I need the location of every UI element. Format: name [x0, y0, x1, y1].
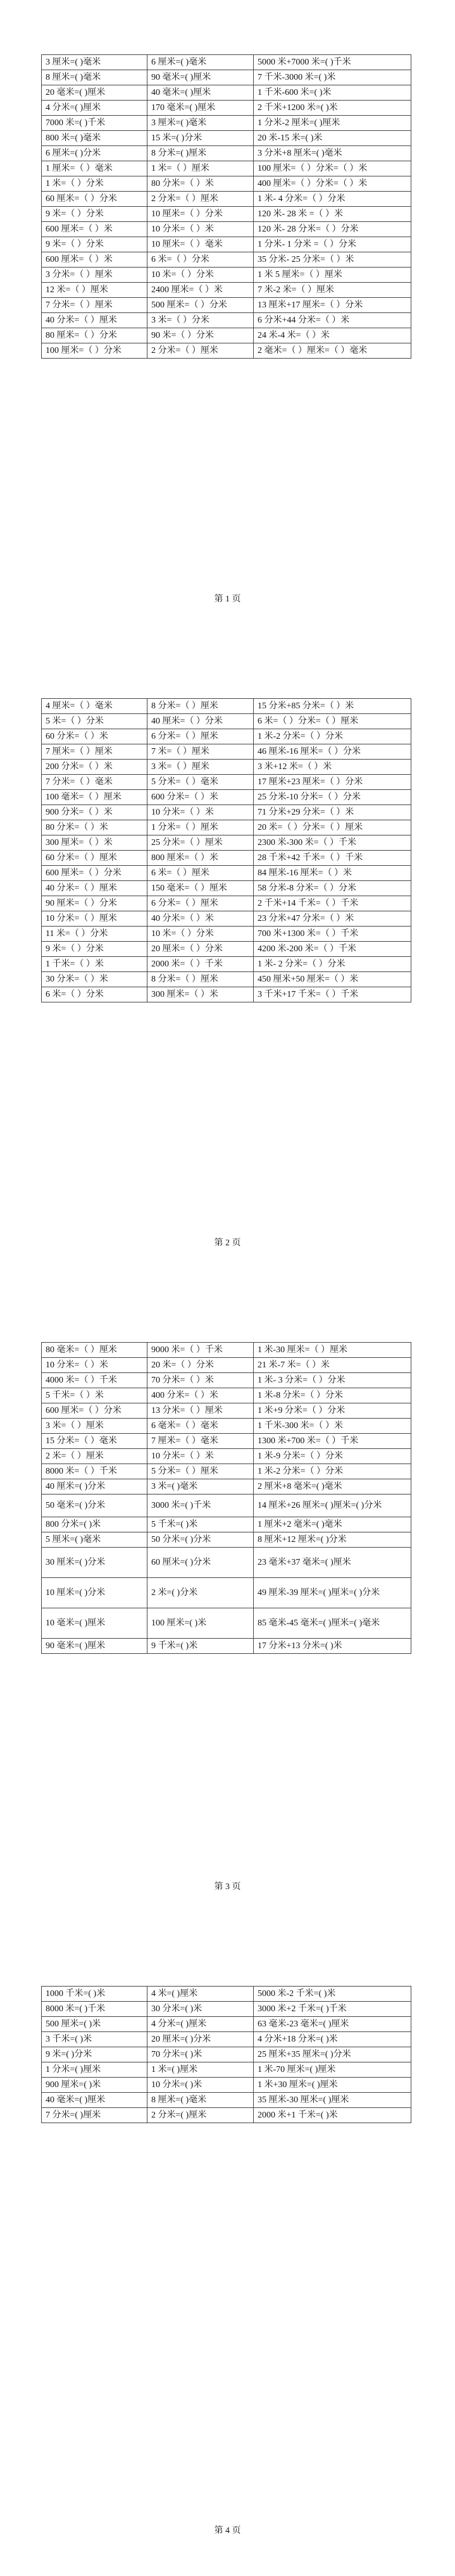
problem-cell: 3 米=（ ）厘米: [147, 760, 254, 775]
page-2: [0, 644, 455, 1288]
problem-cell: 3000 米=( )千米: [147, 1494, 254, 1517]
table-row: [42, 101, 411, 116]
table-row: [42, 146, 411, 161]
problem-cell: 120 米- 28 米 =（ ）米: [254, 207, 411, 222]
problem-cell: 7 厘米=（ ）厘米: [42, 744, 147, 760]
problem-cell: 8 分米=( )厘米: [147, 146, 254, 161]
problem-cell: 21 米-7 米=（ ）米: [254, 1358, 411, 1373]
table-row: [42, 328, 411, 343]
table-row: [42, 744, 411, 760]
problem-cell: 7 分米=（ ）厘米: [42, 298, 147, 313]
problem-cell: 2000 米+1 千米=( )米: [254, 2108, 411, 2123]
page-1: [0, 0, 455, 644]
problem-cell: 60 分米=（ ）厘米: [42, 851, 147, 866]
problem-cell: 10 米=（ ）分米: [147, 927, 254, 942]
problem-cell: 100 厘米=（ ）分米: [42, 343, 147, 359]
table-row: [42, 881, 411, 896]
problem-cell: 500 厘米=（ ）分米: [147, 298, 254, 313]
problem-cell: 900 分米=（ ）米: [42, 805, 147, 820]
problem-cell: 1 千米-300 米=（ ）米: [254, 1419, 411, 1434]
problem-cell: 1 厘米+2 毫米=( )毫米: [254, 1517, 411, 1532]
problem-cell: 90 米=（ ）分米: [147, 328, 254, 343]
table-row: [42, 1494, 411, 1517]
problem-cell: 1 米-2 分米=（ ）分米: [254, 729, 411, 744]
problem-cell: 3 米+12 米=（ ）米: [254, 760, 411, 775]
problem-cell: 15 分米=（ ）毫米: [42, 1434, 147, 1449]
problem-cell: 2000 米=（ ）千米: [147, 957, 254, 972]
problem-cell: 13 厘米+17 厘米=（ ）分米: [254, 298, 411, 313]
problem-cell: 10 分米=（ ）厘米: [42, 911, 147, 927]
problem-cell: 4000 米=（ ）千米: [42, 1373, 147, 1388]
table-row: [42, 957, 411, 972]
problem-cell: 400 分米=（ ）米: [147, 1388, 254, 1403]
table-row: [42, 927, 411, 942]
problem-cell: 4 分米=( )厘米: [147, 2017, 254, 2032]
problem-cell: 600 厘米=（ ）分米: [42, 866, 147, 881]
problem-cell: 8000 米=( )千米: [42, 2002, 147, 2017]
table-row: [42, 207, 411, 222]
problem-cell: 1 千米=（ ）米: [42, 957, 147, 972]
problem-cell: 3 米=（ ）分米: [147, 313, 254, 328]
problem-cell: 14 厘米+26 厘米=( )厘米=( )分米: [254, 1494, 411, 1517]
problem-cell: 7 千米-3000 米=( )米: [254, 70, 411, 85]
problem-cell: 1 米-30 厘米=（ ）厘米: [254, 1343, 411, 1358]
table-row: [42, 911, 411, 927]
table-row: [42, 1532, 411, 1548]
table-row: [42, 2002, 411, 2017]
problem-cell: 1 米=（ ）分米: [42, 176, 147, 192]
problem-cell: 2 分米=（ ）厘米: [147, 192, 254, 207]
problem-cell: 9 米=（ ）分米: [42, 237, 147, 252]
problem-cell: 30 分米=( )米: [147, 2002, 254, 2017]
problem-cell: 5 分米=（ ）厘米: [147, 1464, 254, 1479]
problem-cell: 2 厘米+8 毫米=( )毫米: [254, 1479, 411, 1494]
problem-cell: 5000 米-2 千米=( )米: [254, 1987, 411, 2002]
problem-cell: 10 厘米=（ ）分米: [147, 207, 254, 222]
problem-cell: 4 米=( )厘米: [147, 1987, 254, 2002]
problem-cell: 600 厘米=（ ）米: [42, 222, 147, 237]
problem-cell: 2 千米+1200 米=( )米: [254, 101, 411, 116]
problem-cell: 8000 米=（ ）千米: [42, 1464, 147, 1479]
problem-cell: 500 厘米=( )米: [42, 2017, 147, 2032]
table-row: [42, 85, 411, 101]
table-row: [42, 1373, 411, 1388]
table-row: [42, 1548, 411, 1578]
problem-cell: 15 米=( )分米: [147, 131, 254, 146]
table-row: [42, 2078, 411, 2093]
problem-cell: 10 分米=（ ）米: [147, 222, 254, 237]
problem-cell: 1 米-9 分米=（ ）分米: [254, 1449, 411, 1464]
problem-cell: 5 千米=( )米: [147, 1517, 254, 1532]
page-footer: 第 4 页: [214, 2526, 241, 2536]
problem-cell: 120 米- 28 分米=（ ）分米: [254, 222, 411, 237]
problem-cell: 2 米=（ ）厘米: [42, 1449, 147, 1464]
problem-cell: 25 分米-10 分米=（ ）分米: [254, 790, 411, 805]
problem-cell: 700 米+1300 米=（ ）千米: [254, 927, 411, 942]
table-row: [42, 283, 411, 298]
table-row: [42, 1578, 411, 1608]
table-row: [42, 1419, 411, 1434]
table-row: [42, 790, 411, 805]
problem-cell: 13 分米=（ ）厘米: [147, 1403, 254, 1419]
problem-cell: 12 米=（ ）厘米: [42, 283, 147, 298]
problem-cell: 80 分米=（ ）米: [147, 176, 254, 192]
problem-cell: 46 厘米-16 厘米=（ ）分米: [254, 744, 411, 760]
problem-cell: 8 厘米+12 厘米=( )分米: [254, 1532, 411, 1548]
problem-cell: 90 毫米=( )厘米: [42, 1639, 147, 1654]
problem-cell: 1 分米-2 厘米=( )厘米: [254, 116, 411, 131]
problem-cell: 10 米=（ ）分米: [147, 268, 254, 283]
problem-cell: 1 分米=（ ）厘米: [147, 820, 254, 835]
problem-cell: 2300 米-300 米=（ ）千米: [254, 835, 411, 851]
problem-cell: 40 毫米=( )厘米: [42, 2093, 147, 2108]
problem-cell: 6 分米=（ ）厘米: [147, 896, 254, 911]
problem-cell: 900 厘米=( )米: [42, 2078, 147, 2093]
problem-cell: 3 千米+17 千米=（ ）千米: [254, 987, 411, 1002]
table-row: [42, 192, 411, 207]
problem-cell: 6 厘米=( )分米: [42, 146, 147, 161]
problem-cell: 8 厘米=( )毫米: [147, 2093, 254, 2108]
problem-cell: 300 厘米=（ ）米: [42, 835, 147, 851]
problem-cell: 5 厘米=( )毫米: [42, 1532, 147, 1548]
problem-cell: 9 米=( )分米: [42, 2047, 147, 2062]
problem-cell: 300 厘米=（ ）米: [147, 987, 254, 1002]
problem-cell: 5 分米=（ ）毫米: [147, 775, 254, 790]
problem-cell: 80 厘米=（ ）分米: [42, 328, 147, 343]
table-row: [42, 987, 411, 1002]
table-row: [42, 714, 411, 729]
problem-cell: 10 分米=( )米: [147, 2078, 254, 2093]
problem-cell: 1 米- 4 分米=（ ）分米: [254, 192, 411, 207]
page-footer: 第 1 页: [214, 595, 241, 604]
table-row: [42, 55, 411, 70]
table-row: [42, 729, 411, 744]
table-row: [42, 1517, 411, 1532]
worksheet-table: [41, 1342, 411, 1654]
problem-cell: 10 分米=（ ）米: [42, 1358, 147, 1373]
problem-cell: 10 分米=（ ）米: [147, 805, 254, 820]
problem-cell: 90 毫米=( )厘米: [147, 70, 254, 85]
problem-cell: 3 厘米=( )毫米: [147, 116, 254, 131]
problem-cell: 40 厘米=（ ）分米: [147, 714, 254, 729]
problem-cell: 3 米=（ ）厘米: [42, 1419, 147, 1434]
problem-cell: 63 毫米-23 毫米=( )厘米: [254, 2017, 411, 2032]
problem-cell: 23 毫米+37 毫米=( )厘米: [254, 1548, 411, 1578]
page-footer: 第 3 页: [214, 1882, 241, 1892]
page-4: [0, 1932, 455, 2576]
problem-cell: 6 厘米=( )毫米: [147, 55, 254, 70]
table-row: [42, 1479, 411, 1494]
problem-cell: 49 厘米-39 厘米=( )厘米=( )分米: [254, 1578, 411, 1608]
problem-cell: 3 厘米=( )毫米: [42, 55, 147, 70]
problem-cell: 35 厘米-30 厘米=( )厘米: [254, 2093, 411, 2108]
problem-cell: 1 米-2 分米=（ ）分米: [254, 1464, 411, 1479]
problem-cell: 40 分米=（ ）厘米: [42, 313, 147, 328]
table-row: [42, 2093, 411, 2108]
table-row: [42, 942, 411, 957]
problem-cell: 600 厘米=（ ）分米: [42, 1403, 147, 1419]
table-row: [42, 866, 411, 881]
problem-cell: 5 千米=（ ）米: [42, 1388, 147, 1403]
table-row: [42, 176, 411, 192]
table-row: [42, 343, 411, 359]
problem-cell: 600 厘米=（ ）米: [42, 252, 147, 268]
problem-cell: 40 分米=（ ）米: [147, 911, 254, 927]
problem-cell: 7 米=（ ）厘米: [147, 744, 254, 760]
problem-cell: 58 分米-8 分米=（ ）分米: [254, 881, 411, 896]
table-row: [42, 1608, 411, 1639]
table-row: [42, 298, 411, 313]
problem-cell: 10 厘米=（ ）毫米: [147, 237, 254, 252]
problem-cell: 24 米-4 米=（ ）米: [254, 328, 411, 343]
table-row: [42, 70, 411, 85]
problem-cell: 200 分米=（ ）米: [42, 760, 147, 775]
problem-cell: 3 米=( )毫米: [147, 1479, 254, 1494]
problem-cell: 30 厘米=( )分米: [42, 1548, 147, 1578]
problem-cell: 20 厘米=（ ）分米: [147, 942, 254, 957]
problem-cell: 6 米=（ ）分米=（ ）厘米: [254, 714, 411, 729]
table-row: [42, 222, 411, 237]
problem-cell: 7 分米=（ ）毫米: [42, 775, 147, 790]
problem-cell: 80 分米=（ ）米: [42, 820, 147, 835]
problem-cell: 1 米+30 厘米=( )厘米: [254, 2078, 411, 2093]
problem-cell: 150 毫米=（ ）厘米: [147, 881, 254, 896]
problem-cell: 20 米=（ ）分米: [147, 1358, 254, 1373]
problem-cell: 1 分米=( )厘米: [42, 2062, 147, 2078]
table-row: [42, 1639, 411, 1654]
problem-cell: 17 分米+13 分米=( )米: [254, 1639, 411, 1654]
page-footer: 第 2 页: [214, 1238, 241, 1248]
problem-cell: 6 米=（ ）厘米: [147, 866, 254, 881]
problem-cell: 50 分米=( )分米: [147, 1532, 254, 1548]
problem-cell: 10 厘米=( )分米: [42, 1578, 147, 1608]
table-row: [42, 1464, 411, 1479]
problem-cell: 7 分米=( )厘米: [42, 2108, 147, 2123]
problem-cell: 28 千米+42 千米=（ ）千米: [254, 851, 411, 866]
table-row: [42, 1403, 411, 1419]
problem-cell: 7 厘米=（ ）毫米: [147, 1434, 254, 1449]
problem-cell: 85 毫米-45 毫米=( )厘米=( )毫米: [254, 1608, 411, 1639]
problem-cell: 5000 米+7000 米=( )千米: [254, 55, 411, 70]
table-row: [42, 1343, 411, 1358]
problem-cell: 100 毫米=（ ）厘米: [42, 790, 147, 805]
problem-cell: 1 米-70 厘米=( )厘米: [254, 2062, 411, 2078]
problem-cell: 800 分米=( )米: [42, 1517, 147, 1532]
problem-cell: 100 厘米=（ ）分米=（ ）米: [254, 161, 411, 176]
problem-cell: 3 千米=( )米: [42, 2032, 147, 2047]
table-row: [42, 820, 411, 835]
table-row: [42, 252, 411, 268]
problem-cell: 2 千米+14 千米=（ ）千米: [254, 896, 411, 911]
table-row: [42, 1434, 411, 1449]
problem-cell: 9 千米=( )米: [147, 1639, 254, 1654]
problem-cell: 7000 米=( )千米: [42, 116, 147, 131]
table-row: [42, 760, 411, 775]
problem-cell: 71 分米+29 分米=（ ）米: [254, 805, 411, 820]
problem-cell: 600 分米=（ ）米: [147, 790, 254, 805]
problem-cell: 1000 千米=( )米: [42, 1987, 147, 2002]
problem-cell: 6 米=（ ）分米: [42, 987, 147, 1002]
table-row: [42, 2062, 411, 2078]
worksheet-table: [41, 698, 411, 1002]
problem-cell: 4 厘米=（ ）毫米: [42, 699, 147, 714]
problem-cell: 1 米- 3 分米=（ ）分米: [254, 1373, 411, 1388]
table-row: [42, 131, 411, 146]
problem-cell: 2 分米=（ ）厘米: [147, 343, 254, 359]
problem-cell: 1 厘米=（ ）毫米: [42, 161, 147, 176]
problem-cell: 15 分米+85 分米=（ ）米: [254, 699, 411, 714]
table-row: [42, 268, 411, 283]
table-row: [42, 237, 411, 252]
problem-cell: 6 米=（ ）分米: [147, 252, 254, 268]
worksheet-table: [41, 54, 411, 359]
problem-cell: 2 米=( )分米: [147, 1578, 254, 1608]
table-row: [42, 313, 411, 328]
problem-cell: 4200 米-200 米=（ ）千米: [254, 942, 411, 957]
table-row: [42, 2108, 411, 2123]
problem-cell: 9 米=（ ）分米: [42, 942, 147, 957]
problem-cell: 2 分米=( )厘米: [147, 2108, 254, 2123]
problem-cell: 1300 米+700 米=（ ）千米: [254, 1434, 411, 1449]
problem-cell: 30 分米=（ ）米: [42, 972, 147, 987]
problem-cell: 800 米=( )毫米: [42, 131, 147, 146]
table-row: [42, 851, 411, 866]
table-row: [42, 2047, 411, 2062]
problem-cell: 9 米=（ ）分米: [42, 207, 147, 222]
problem-cell: 9000 米=（ ）千米: [147, 1343, 254, 1358]
problem-cell: 90 厘米=（ ）分米: [42, 896, 147, 911]
problem-cell: 1 米=( )厘米: [147, 2062, 254, 2078]
problem-cell: 20 厘米=( )分米: [147, 2032, 254, 2047]
problem-cell: 1 米+9 分米=（ ）分米: [254, 1403, 411, 1419]
problem-cell: 11 米=（ ）分米: [42, 927, 147, 942]
problem-cell: 50 毫米=( )分米: [42, 1494, 147, 1517]
table-row: [42, 2032, 411, 2047]
problem-cell: 450 厘米+50 厘米=（ ）米: [254, 972, 411, 987]
problem-cell: 70 分米=（ ）米: [147, 1373, 254, 1388]
problem-cell: 170 毫米=( )厘米: [147, 101, 254, 116]
problem-cell: 40 厘米=( )分米: [42, 1479, 147, 1494]
problem-cell: 1 米- 2 分米=（ ）分米: [254, 957, 411, 972]
table-row: [42, 896, 411, 911]
problem-cell: 20 毫米=( )厘米: [42, 85, 147, 101]
table-row: [42, 972, 411, 987]
table-row: [42, 1449, 411, 1464]
table-row: [42, 161, 411, 176]
problem-cell: 20 米=（ ）分米=（ ）厘米: [254, 820, 411, 835]
problem-cell: 17 厘米+23 厘米=（ ）分米: [254, 775, 411, 790]
problem-cell: 25 厘米+35 厘米=( )分米: [254, 2047, 411, 2062]
problem-cell: 10 分米=（ ）米: [147, 1449, 254, 1464]
table-row: [42, 835, 411, 851]
problem-cell: 4 分米=( )厘米: [42, 101, 147, 116]
table-row: [42, 116, 411, 131]
problem-cell: 10 毫米=( )厘米: [42, 1608, 147, 1639]
problem-cell: 60 分米=（ ）米: [42, 729, 147, 744]
page-3: [0, 1288, 455, 1932]
problem-cell: 5 米=（ ）分米: [42, 714, 147, 729]
problem-cell: 6 分米=（ ）厘米: [147, 729, 254, 744]
problem-cell: 70 分米=( )米: [147, 2047, 254, 2062]
problem-cell: 20 米-15 米=( )米: [254, 131, 411, 146]
problem-cell: 8 厘米=( )毫米: [42, 70, 147, 85]
problem-cell: 3 分米=（ ）厘米: [42, 268, 147, 283]
table-row: [42, 1388, 411, 1403]
problem-cell: 1 千米-600 米=( )米: [254, 85, 411, 101]
problem-cell: 80 毫米=（ ）厘米: [42, 1343, 147, 1358]
table-row: [42, 1358, 411, 1373]
problem-cell: 8 分米=（ ）厘米: [147, 972, 254, 987]
problem-cell: 84 厘米-16 厘米=（ ）米: [254, 866, 411, 881]
problem-cell: 2 毫米=（ ）厘米=（ ）毫米: [254, 343, 411, 359]
problem-cell: 400 厘米=（ ）分米=（ ）米: [254, 176, 411, 192]
problem-cell: 3000 米+2 千米=( )千米: [254, 2002, 411, 2017]
problem-cell: 7 米-2 米=（ ）厘米: [254, 283, 411, 298]
problem-cell: 40 毫米=( )厘米: [147, 85, 254, 101]
problem-cell: 800 厘米=（ ）米: [147, 851, 254, 866]
table-row: [42, 1987, 411, 2002]
worksheet-table: [41, 1986, 411, 2123]
problem-cell: 1 米 5 厘米=（ ）厘米: [254, 268, 411, 283]
problem-cell: 4 分米+18 分米=( )米: [254, 2032, 411, 2047]
problem-cell: 1 米-8 分米=（ ）分米: [254, 1388, 411, 1403]
problem-cell: 40 分米=（ ）厘米: [42, 881, 147, 896]
table-row: [42, 775, 411, 790]
problem-cell: 8 分米=（ ）厘米: [147, 699, 254, 714]
problem-cell: 6 毫米=（ ）毫米: [147, 1419, 254, 1434]
problem-cell: 25 分米=（ ）厘米: [147, 835, 254, 851]
problem-cell: 60 厘米=( )分米: [147, 1548, 254, 1578]
problem-cell: 100 厘米=( )米: [147, 1608, 254, 1639]
problem-cell: 35 分米- 25 分米=（ ）米: [254, 252, 411, 268]
table-row: [42, 2017, 411, 2032]
problem-cell: 1 分米- 1 分米 =（ ）分米: [254, 237, 411, 252]
problem-cell: 1 米=（ ）厘米: [147, 161, 254, 176]
problem-cell: 23 分米+47 分米=（ ）米: [254, 911, 411, 927]
problem-cell: 3 分米+8 厘米=( )毫米: [254, 146, 411, 161]
table-row: [42, 805, 411, 820]
problem-cell: 6 分米+44 分米=（ ）米: [254, 313, 411, 328]
problem-cell: 60 厘米=（ ）分米: [42, 192, 147, 207]
problem-cell: 2400 厘米=（ ）米: [147, 283, 254, 298]
table-row: [42, 699, 411, 714]
